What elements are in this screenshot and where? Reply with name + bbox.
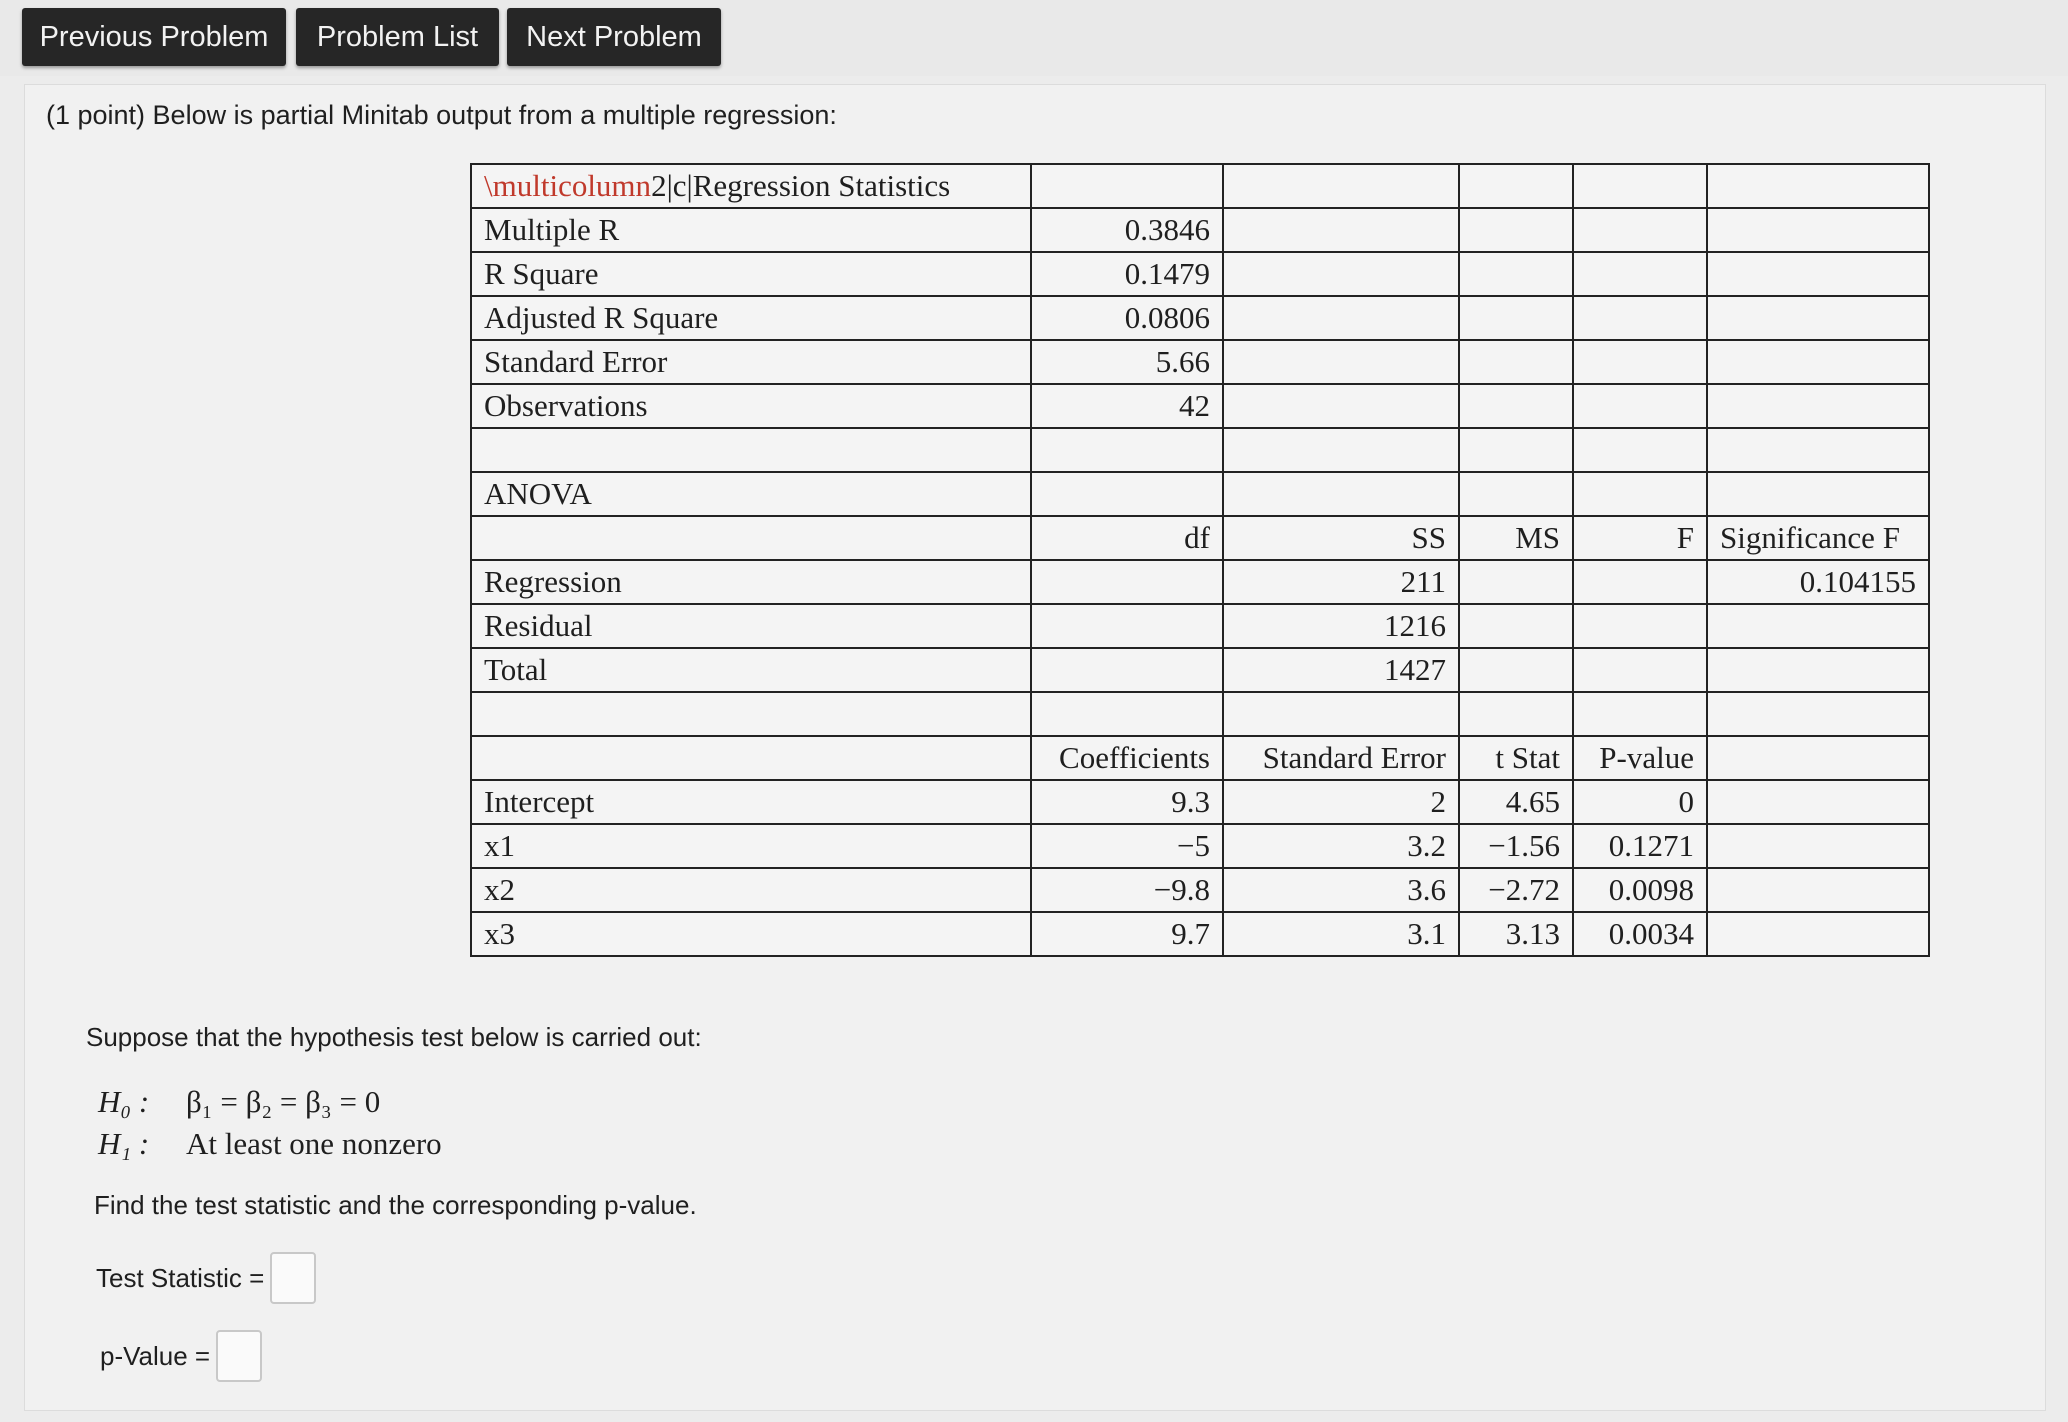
table-row: x1 −5 3.2 −1.56 0.1271 [471, 824, 1929, 868]
table-spacer-row [471, 692, 1929, 736]
table-row: Total 1427 [471, 648, 1929, 692]
coef-header-row: Coefficients Standard Error t Stat P-value [471, 736, 1929, 780]
test-statistic-input[interactable] [270, 1252, 316, 1304]
problem-navbar [0, 0, 2068, 76]
table-row: Regression 211 0.104155 [471, 560, 1929, 604]
hypothesis-intro: Suppose that the hypothesis test below is carried out: [86, 1022, 702, 1052]
anova-title-row [471, 472, 1929, 516]
p-value-input[interactable] [216, 1330, 262, 1382]
minitab-output-table [470, 163, 1930, 957]
null-hypothesis: H₀ : β₁ = β₂ = β₃ = 0 [98, 1084, 381, 1119]
table-row: R Square 0.1479 [471, 252, 1929, 296]
test-statistic-label: Test Statistic = [96, 1262, 265, 1293]
alternative-hypothesis: H₁ : At least one nonzero [98, 1126, 442, 1161]
table-row: Intercept 9.3 2 4.65 0 [471, 780, 1929, 824]
table-row: Multiple R 0.3846 [471, 208, 1929, 252]
table-row: Observations 42 [471, 384, 1929, 428]
p-value-row [100, 1330, 262, 1382]
table-row: Adjusted R Square 0.0806 [471, 296, 1929, 340]
table-spacer-row [471, 428, 1929, 472]
problem-list-button[interactable]: Problem List [296, 8, 499, 66]
table-row: x2 −9.8 3.6 −2.72 0.0098 [471, 868, 1929, 912]
previous-problem-button[interactable]: Previous Problem [22, 8, 286, 66]
test-statistic-row [96, 1252, 316, 1304]
instruction-text: Find the test statistic and the corresponding p-value. [94, 1190, 697, 1220]
table-row: Standard Error 5.66 [471, 340, 1929, 384]
regression-statistics-header: \multicolumn2|c|Regression Statistics [471, 164, 1031, 208]
table-header-row [471, 164, 1929, 208]
next-problem-button[interactable]: Next Problem [507, 8, 721, 66]
problem-intro: (1 point) Below is partial Minitab output from a multiple regression: [46, 100, 837, 130]
table-row: Residual 1216 [471, 604, 1929, 648]
table-row: x3 9.7 3.1 3.13 0.0034 [471, 912, 1929, 956]
anova-header-row: df SS MS F Significance F [471, 516, 1929, 560]
p-value-label: p-Value = [100, 1340, 211, 1371]
anova-title: ANOVA [471, 472, 1031, 516]
